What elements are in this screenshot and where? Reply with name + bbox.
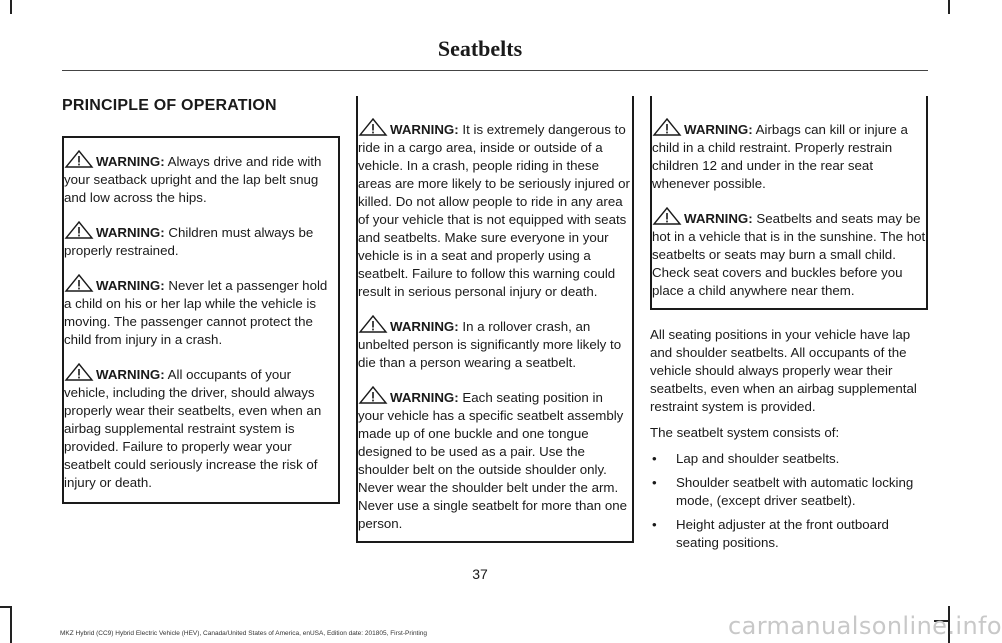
column-2 (356, 96, 634, 543)
warning-label: WARNING: (96, 278, 165, 293)
column-1 (62, 96, 340, 504)
column-3 (650, 96, 928, 558)
page-title: Seatbelts (437, 36, 523, 61)
warning-text: Airbags can kill or injure a child in a child restraint. Properly restrain children 12 and under in the rear seat whenever possible. (652, 122, 908, 191)
crop-mark-bottom-left-h (0, 606, 12, 608)
page-number: 37 (472, 566, 488, 582)
list-item (650, 474, 928, 510)
list-item-text: Shoulder seatbelt with automatic locking mode, (except driver seatbelt). (676, 475, 914, 508)
warning-box-1 (62, 136, 340, 504)
warning-label: WARNING: (96, 154, 165, 169)
warning-triangle-icon (64, 150, 94, 168)
warning-label: WARNING: (390, 390, 459, 405)
warning-label: WARNING: (96, 225, 165, 240)
bullet-icon: • (652, 517, 657, 532)
bullet-icon: • (652, 451, 657, 466)
warning-text: Each seating position in your vehicle has a specific seatbelt assembly made up of one buckle and one tongue designed to be used as a pair. Use the shoulder belt on the outside shoulder only. Never wear the shoulder belt under the arm. Never use a single seatbelt for more than one person. (358, 390, 628, 531)
warning-label: WARNING: (96, 367, 165, 382)
section-title: PRINCIPLE OF OPERATION (62, 97, 277, 114)
warning-box-2 (356, 96, 634, 543)
warning-text: It is extremely dangerous to ride in a cargo area, inside or outside of a vehicle. In a crash, people riding in these areas are more likely to be seriously injured or killed. Do not allow people to ride in any area of your vehicle that is not equipped with seats and seatbelts. Make sure everyone in your vehicle is in a seat and properly using a seatbelt. Failure to follow this warning could result in serious personal injury or death. (358, 122, 630, 299)
warning-item (64, 363, 338, 492)
list-item (650, 516, 928, 552)
warning-text: Seatbelts and seats may be hot in a vehicle that is in the sunshine. The hot seatbelts or seats may burn a small child. Check seat covers and buckles before you place a child anywhere near them. (652, 211, 926, 298)
warning-item (358, 315, 632, 372)
bullet-list (650, 450, 928, 552)
body-paragraph: The seatbelt system consists of: (650, 425, 840, 440)
warning-label: WARNING: (684, 211, 753, 226)
watermark[interactable]: carmanualsonline.info (728, 612, 1002, 640)
warning-text: In a rollover crash, an unbelted person is significantly more likely to die than a person wearing a seatbelt. (358, 319, 622, 370)
list-item (650, 450, 928, 468)
warning-label: WARNING: (684, 122, 753, 137)
warning-box-3 (650, 96, 928, 310)
body-paragraph: All seating positions in your vehicle have lap and shoulder seatbelts. All occupants of the vehicle should always properly wear their seatbelts, even when an airbag supplemental restraint system is provided. (650, 327, 917, 414)
warning-text: All occupants of your vehicle, including the driver, should always properly wear their seatbelts, even when an airbag supplemental restraint system is provided. Failure to properly wear your seatbelt could seriously increase the risk of injury or death. (64, 367, 322, 490)
warning-text: Always drive and ride with your seatback upright and the lap belt snug and low across the hips. (64, 154, 322, 205)
list-item-text: Height adjuster at the front outboard seating positions. (676, 517, 889, 550)
warning-triangle-icon (358, 386, 388, 404)
warning-triangle-icon (652, 207, 682, 225)
warning-text: Children must always be properly restrained. (64, 225, 314, 258)
warning-triangle-icon (358, 315, 388, 333)
warning-triangle-icon (358, 118, 388, 136)
bullet-icon: • (652, 475, 657, 490)
warning-item (358, 386, 632, 533)
warning-text: Never let a passenger hold a child on his or her lap while the vehicle is moving. The passenger cannot protect the child from injury in a crash. (64, 278, 328, 347)
warning-triangle-icon (64, 274, 94, 292)
footer-edition-info: MKZ Hybrid (CC9) Hybrid Electric Vehicle (HEV), Canada/United States of America, enUSA, Edition date: 201805, First-Printing (60, 630, 428, 637)
warning-item (64, 221, 338, 260)
warning-item (64, 150, 338, 207)
warning-triangle-icon (652, 118, 682, 136)
warning-item (358, 118, 632, 301)
crop-mark-bottom-left-v (10, 606, 12, 643)
warning-item (64, 274, 338, 349)
crop-mark-top-left-v (10, 0, 12, 14)
warning-item (652, 118, 926, 193)
warning-item (652, 207, 926, 300)
warning-label: WARNING: (390, 319, 459, 334)
warning-label: WARNING: (390, 122, 459, 137)
list-item-text: Lap and shoulder seatbelts. (676, 451, 840, 466)
warning-triangle-icon (64, 363, 94, 381)
header-divider (62, 70, 928, 71)
warning-triangle-icon (64, 221, 94, 239)
crop-mark-top-right-v (948, 0, 950, 14)
